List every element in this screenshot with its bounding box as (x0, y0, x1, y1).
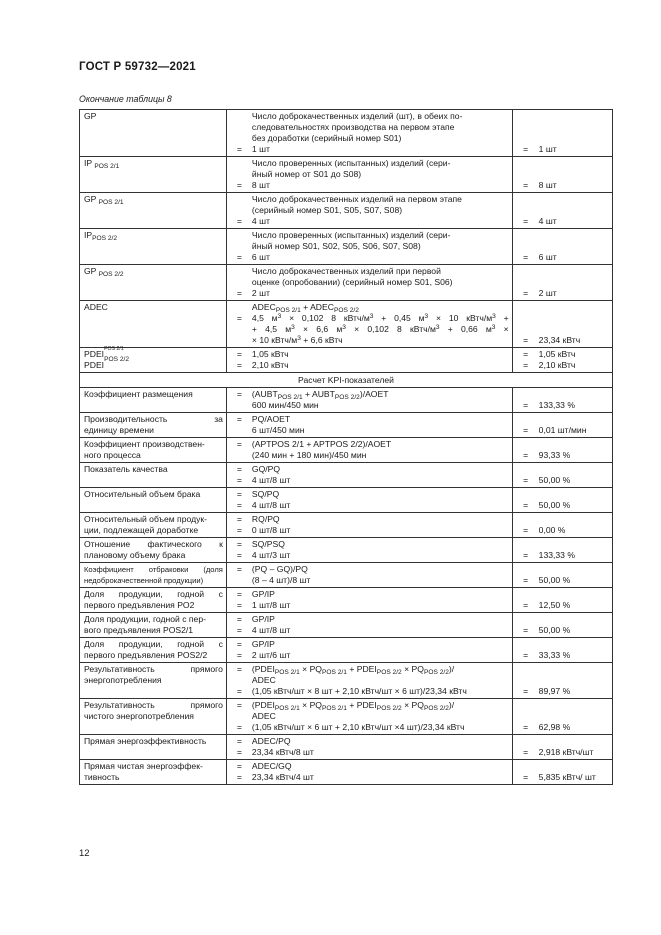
row-name: Относительный объем продук- ции, подлежащей доработке (80, 513, 227, 538)
row-result: = 89,97 % (512, 663, 612, 699)
table-row (80, 463, 613, 488)
row-result: = 1 шт (512, 110, 612, 157)
row-result: = 93,33 % (512, 438, 612, 463)
row-result: = 33,33 % (512, 638, 612, 663)
row-expression: = SQ/PSQ = 4 шт/3 шт (226, 538, 512, 563)
row-expression: = 1,05 кВтч = 2,10 кВтч (226, 348, 512, 373)
table-row (80, 265, 613, 301)
row-name: GP $_{POS 2/2}$ (80, 265, 227, 301)
row-result: = 50,00 % (512, 463, 612, 488)
table-row (80, 663, 613, 699)
row-expression: = (APTPOS 2/1 + APTPOS 2/2)/AOET (240 мин + 180 мин)/450 мин (226, 438, 512, 463)
table-row (80, 438, 613, 463)
row-result: = 50,00 % (512, 563, 612, 588)
row-name: Результативность прямого чистого энергопотребления (80, 699, 227, 735)
section-row (80, 373, 613, 388)
row-name: Коэффициент отбраковки (доля недоброкачественной продукции) (80, 563, 227, 588)
row-result: = 8 шт (512, 157, 612, 193)
table-row (80, 110, 613, 157)
row-result: = 62,98 % (512, 699, 612, 735)
row-result: = 23,34 кВтч (512, 301, 612, 348)
row-expression: = GQ/PQ = 4 шт/8 шт (226, 463, 512, 488)
row-expression: Число проверенных (испытанных) изделий (сери- йный номер S01, S02, S05, S06, S07, S08) = 6 шт (226, 229, 512, 265)
row-name: Прямая чистая энергоэффек- тивность (80, 760, 227, 785)
row-expression: Число доброкачественных изделий при первой оценке (опробовании) (серийный номер S01, S06) = 2 шт (226, 265, 512, 301)
row-expression: = ADEC/GQ = 23,34 кВтч/4 шт (226, 760, 512, 785)
row-result: = 50,00 % (512, 488, 612, 513)
table-row (80, 563, 613, 588)
table-row (80, 229, 613, 265)
row-expression: = ($AUBT_{POS 2/1}$ + $AUBT_{POS 2/2}$)/AOET 600 мин/450 мин (226, 388, 512, 413)
table-row (80, 760, 613, 785)
row-result: = 1,05 кВтч = 2,10 кВтч (512, 348, 612, 373)
row-name: Доля продукции, годной с первого предъявления PO2 (80, 588, 227, 613)
row-result: = 5,835 кВтч/ шт (512, 760, 612, 785)
row-result: = 133,33 % (512, 388, 612, 413)
table-row (80, 348, 613, 373)
table-row (80, 513, 613, 538)
row-name: Отношение фактического к плановому объему брака (80, 538, 227, 563)
row-result: = 0,01 шт/мин (512, 413, 612, 438)
row-name: PDEI POS 2/1 PDEI POS 2/2 (80, 348, 227, 373)
table-row (80, 588, 613, 613)
row-name: Доля продукции, годной с пер- вого предъявления POS2/1 (80, 613, 227, 638)
row-expression: = GP/IP = 1 шт/8 шт (226, 588, 512, 613)
row-name: Прямая энергоэффективность (80, 735, 227, 760)
row-name: Доля продукции, годной с первого предъявления POS2/2 (80, 638, 227, 663)
row-expression: = SQ/PQ = 4 шт/8 шт (226, 488, 512, 513)
row-expression: = GP/IP = 2 шт/6 шт (226, 638, 512, 663)
row-result: = 50,00 % (512, 613, 612, 638)
row-result: = 133,33 % (512, 538, 612, 563)
row-expression: = (PQ – GQ)/PQ (8 – 4 шт)/8 шт (226, 563, 512, 588)
document-header: ГОСТ Р 59732—2021 (79, 61, 196, 73)
row-expression: $ADEC_{POS 2/1}$ + $ADEC_{POS 2/2}$ = 4,5 $м^3 \times 0,102$ 8 кВтч/$м^3 + 0,45$ $м^3 \times 10$ кВтч/$м^3$ + + 4,5 $м^3 \times 6,6$ $м^3 \times 0,102$ 8 кВтч/$м^3 + 0,66$ $м^3$ × × 10 кВтч/$м^3 + 6,6$ кВтч (226, 301, 512, 348)
row-expression: = ADEC/PQ = 23,34 кВтч/8 шт (226, 735, 512, 760)
table-caption: Окончание таблицы 8 (79, 94, 172, 104)
table-row (80, 735, 613, 760)
row-result: = 12,50 % (512, 588, 612, 613)
row-expression: Число проверенных (испытанных) изделий (сери- йный номер от S01 до S08) = 8 шт (226, 157, 512, 193)
row-result: = 0,00 % (512, 513, 612, 538)
table-row (80, 538, 613, 563)
row-name: ADEC (80, 301, 227, 348)
table-row (80, 388, 613, 413)
row-name: GP $_{POS 2/1}$ (80, 193, 227, 229)
table-row (80, 638, 613, 663)
table-row (80, 157, 613, 193)
row-name: Показатель качества (80, 463, 227, 488)
row-name: Относительный объем брака (80, 488, 227, 513)
row-expression: = GP/IP = 4 шт/8 шт (226, 613, 512, 638)
row-name: Коэффициент размещения (80, 388, 227, 413)
table-row (80, 413, 613, 438)
row-expression: = PQ/AOET 6 шт/450 мин (226, 413, 512, 438)
table-row (80, 699, 613, 735)
row-name: Результативность прямого энергопотребления (80, 663, 227, 699)
row-name: $IP_{POS 2/2}$ (80, 229, 227, 265)
table-row (80, 613, 613, 638)
page-number: 12 (79, 848, 90, 859)
row-name: GP (80, 110, 227, 157)
row-result: = 6 шт (512, 229, 612, 265)
row-result: = 2,918 кВтч/шт (512, 735, 612, 760)
table-row (80, 488, 613, 513)
row-expression: Число доброкачественных изделий на первом этапе (серийный номер S01, S05, S07, S08) = 4 шт (226, 193, 512, 229)
row-name: Коэффициент производствен- ного процесса (80, 438, 227, 463)
row-expression: = ($PDEI_{POS 2/1} \times PQ_{POS 2/1}$ + $PDEI_{POS 2/2} \times PQ_{POS 2/2})/$ ADEC = (1,05 кВтч/шт × 6 шт + 2,10 кВтч/шт ×4 шт)/23,34 кВтч (226, 699, 512, 735)
table-row (80, 193, 613, 229)
section-heading: Расчет KPI-показателей (80, 373, 613, 388)
kpi-table (79, 109, 613, 785)
row-name: Производительность за единицу времени (80, 413, 227, 438)
table-row (80, 301, 613, 348)
row-expression: = RQ/PQ = 0 шт/8 шт (226, 513, 512, 538)
row-result: = 4 шт (512, 193, 612, 229)
row-result: = 2 шт (512, 265, 612, 301)
row-expression: Число доброкачественных изделий (шт), в обеих по- следовательностях производства на первом этапе без доработки (серийный номер S01) = 1 шт (226, 110, 512, 157)
row-name: IP $_{POS 2/1}$ (80, 157, 227, 193)
row-expression: = ($PDEI_{POS 2/1} \times PQ_{POS 2/1}$ + $PDEI_{POS 2/2} \times PQ_{POS 2/2})/$ ADEC = (1,05 кВтч/шт × 8 шт + 2,10 кВтч/шт × 6 шт)/23,34 кВтч (226, 663, 512, 699)
